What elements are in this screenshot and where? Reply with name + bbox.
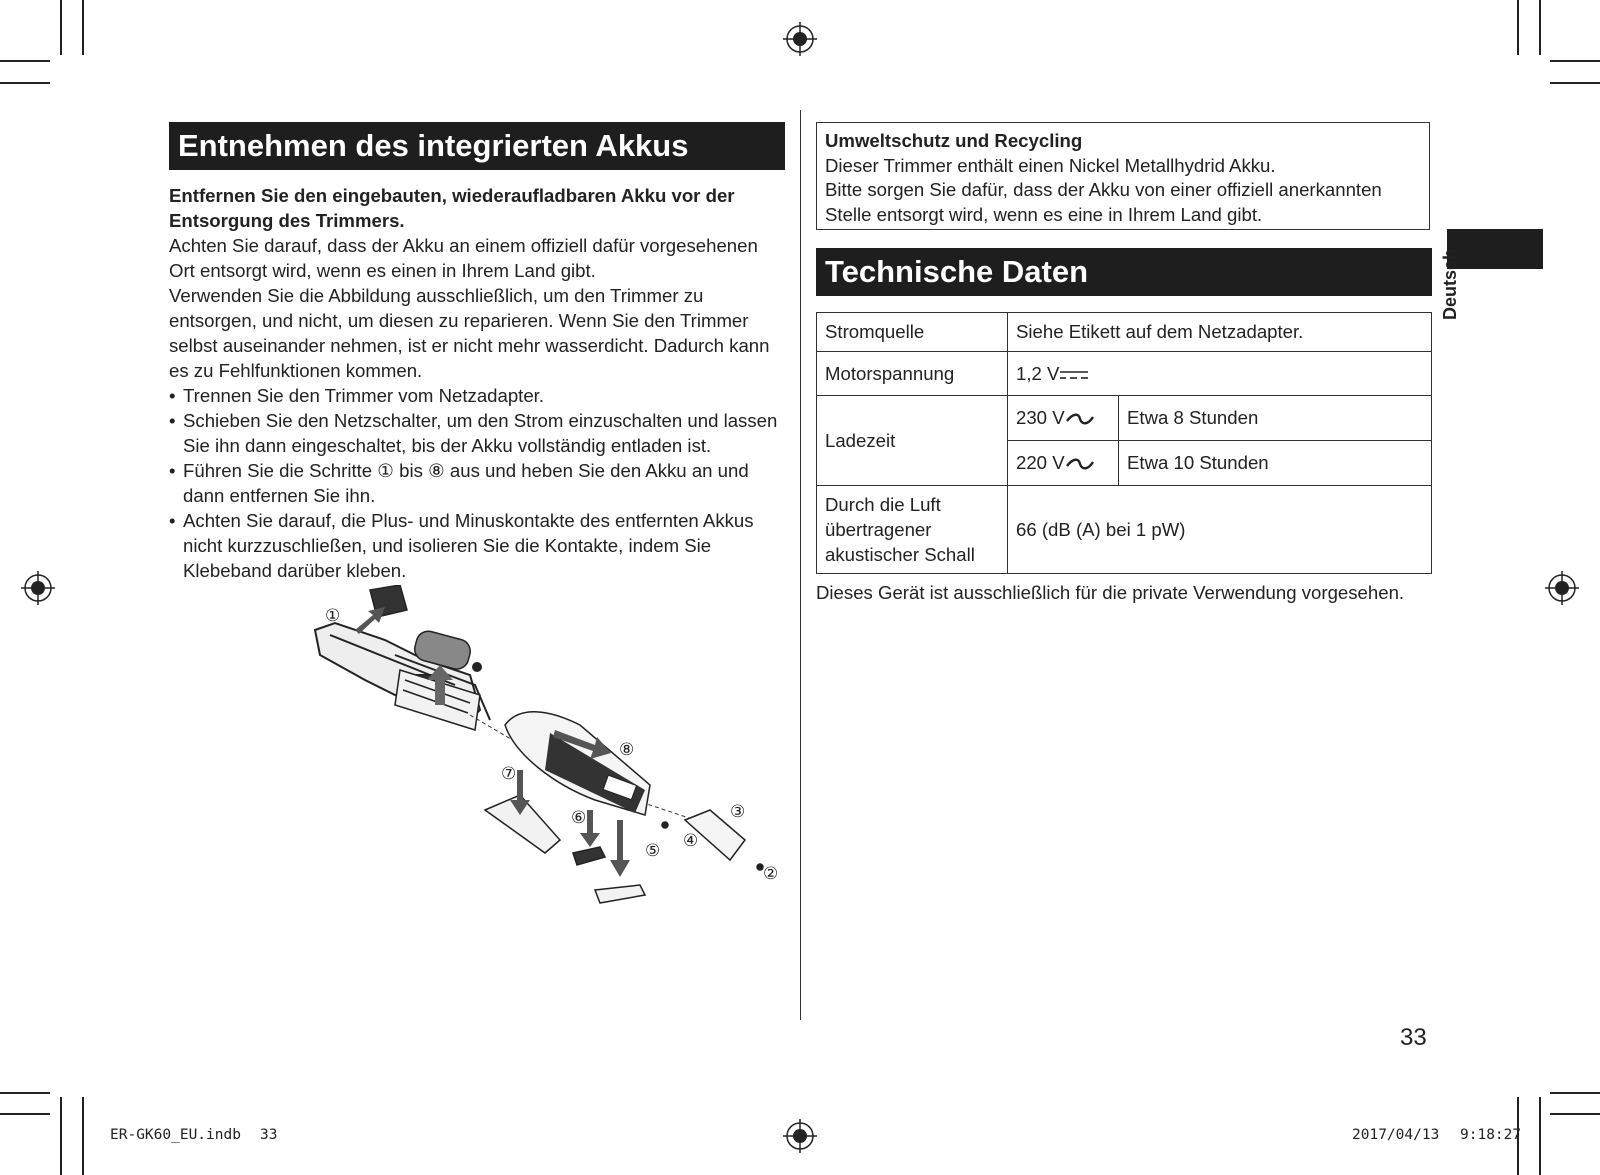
step-label-5: ⑤ [645, 841, 661, 861]
list-item: • Führen Sie die Schritte ① bis ⑧ aus und heben Sie den Akku an und dann entfernen Sie ihn. [169, 458, 789, 508]
footer-date: 2017/04/13 [1352, 1127, 1440, 1143]
spec-table [816, 312, 1432, 574]
table-row [817, 352, 1432, 396]
page-number: 33 [1400, 1024, 1427, 1051]
list-item: • Trennen Sie den Trimmer vom Netzadapter. [169, 383, 789, 408]
spec-voltage: 220 V [1008, 441, 1119, 486]
paragraph-line: es zu Fehlfunktionen kommen. [169, 360, 423, 381]
crop-mark [60, 1097, 62, 1175]
crop-mark [1550, 60, 1600, 62]
crop-mark [0, 1092, 50, 1094]
registration-mark-icon [783, 1119, 817, 1153]
spec-value: 66 (dB (A) bei 1 pW) [1008, 486, 1432, 574]
registration-mark-icon [21, 571, 55, 605]
spec-voltage: 230 V [1008, 396, 1119, 441]
footer-time: 9:18:27 [1460, 1127, 1522, 1143]
spec-value: Etwa 10 Stunden [1119, 441, 1432, 486]
spec-label: Durch die Luft übertragener akustischer Schall [817, 486, 1008, 574]
step-label-4: ④ [683, 831, 699, 851]
recycling-title: Umweltschutz und Recycling [825, 130, 1083, 151]
paragraph-line: Ort entsorgt wird, wenn es einen in Ihrem Land gibt. [169, 260, 596, 281]
language-label: Deutsch [1440, 248, 1460, 320]
disassembly-illustration [305, 585, 795, 925]
step-label-2: ② [763, 864, 779, 884]
step-label-3: ③ [730, 802, 746, 822]
recycling-box [816, 122, 1430, 230]
spec-label: Motorspannung [817, 352, 1008, 396]
recycling-line: Dieser Trimmer enthält einen Nickel Metallhydrid Akku. [825, 154, 1276, 176]
spec-value: 1,2 V [1008, 352, 1432, 396]
spec-label: Ladezeit [817, 396, 1008, 486]
footer-file: ER-GK60_EU.indb [110, 1127, 241, 1143]
crop-mark [1550, 82, 1600, 84]
alternating-current-icon [1065, 412, 1095, 426]
list-item: • Achten Sie darauf, die Plus- und Minuskontakte des entfernten Akkus nicht kurzzuschließen, und isolieren Sie die Kontakte, indem Sie Klebeband darüber kleben. [169, 508, 789, 583]
spec-label: Stromquelle [817, 313, 1008, 352]
table-row [817, 396, 1432, 441]
registration-mark-icon [1545, 571, 1579, 605]
table-row [817, 486, 1432, 574]
paragraph-line: Achten Sie darauf, dass der Akku an einem offiziell dafür vorgesehenen [169, 235, 758, 256]
lead-line: Entfernen Sie den eingebauten, wiederaufladbaren Akku vor der [169, 185, 735, 206]
arrow-icon [355, 607, 385, 634]
crop-mark [60, 0, 62, 55]
end-cap-drawing [662, 810, 763, 870]
arrow-icon [610, 820, 630, 877]
paragraph-line: Verwenden Sie die Abbildung ausschließlich, um den Trimmer zu [169, 285, 704, 306]
section-heading-battery-removal: Entnehmen des integrierten Akkus [169, 122, 785, 170]
registration-mark-icon [783, 22, 817, 56]
direct-current-icon [1059, 369, 1089, 381]
crop-mark [0, 60, 50, 62]
list-item: • Schieben Sie den Netzschalter, um den Strom einzuschalten und lassen Sie ihn dann eingeschaltet, bis der Akku vollständig entladen ist. [169, 408, 789, 458]
recycling-line: Bitte sorgen Sie dafür, dass der Akku von einer offiziell anerkannten [825, 179, 1382, 200]
lead-line: Entsorgung des Trimmers. [169, 210, 405, 231]
section-heading-technical-data: Technische Daten [816, 248, 1432, 296]
paragraph-line: entsorgen, und nicht, um diesen zu reparieren. Wenn Sie den Trimmer [169, 310, 749, 331]
crop-mark [1517, 0, 1519, 55]
battery-removal-text [169, 183, 789, 583]
crop-mark [0, 82, 50, 84]
crop-mark [1550, 1113, 1600, 1115]
table-row [817, 313, 1432, 352]
crop-mark [82, 0, 84, 55]
footer-file-page: 33 [260, 1127, 278, 1143]
spec-value: Siehe Etikett auf dem Netzadapter. [1008, 313, 1432, 352]
step-label-8: ⑧ [619, 740, 635, 760]
step-label-6: ⑥ [571, 808, 587, 828]
usage-note: Dieses Gerät ist ausschließlich für die private Verwendung vorgesehen. [816, 582, 1405, 603]
crop-mark [0, 1113, 50, 1115]
step-label-1: ① [325, 606, 341, 626]
column-divider [800, 110, 801, 1020]
crop-mark [1550, 1092, 1600, 1094]
language-tab [1447, 229, 1543, 269]
alternating-current-icon [1065, 457, 1095, 471]
recycling-line: Stelle entsorgt wird, wenn es eine in Ihrem Land gibt. [825, 203, 1263, 225]
crop-mark [1539, 1097, 1541, 1175]
crop-mark [1539, 0, 1541, 55]
step-label-7: ⑦ [501, 764, 517, 784]
paragraph-line: selbst auseinander nehmen, ist er nicht mehr wasserdicht. Dadurch kann [169, 335, 770, 356]
trimmer-body-drawing [505, 712, 650, 815]
instruction-list [169, 383, 789, 583]
crop-mark [82, 1097, 84, 1175]
spec-value: Etwa 8 Stunden [1119, 396, 1432, 441]
